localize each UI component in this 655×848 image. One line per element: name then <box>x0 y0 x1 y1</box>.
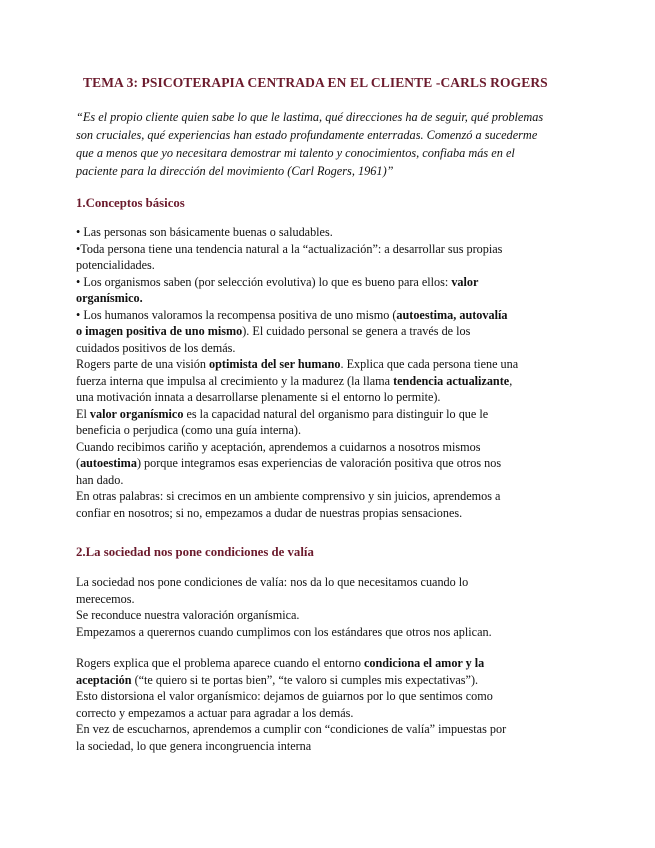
paragraph-line <box>76 406 576 423</box>
paragraph-line: Empezamos a querernos cuando cumplimos con los estándares que otros nos aplican. <box>76 624 492 639</box>
paragraph-line: En otras palabras: si crecimos en un ambiente comprensivo y sin juicios, aprendemos a <box>76 489 501 503</box>
bold-term: autoestima <box>80 456 137 470</box>
bold-term: o imagen positiva de uno mismo <box>76 324 243 338</box>
text-run: Rogers parte de una visión <box>76 357 210 371</box>
bold-term: tendencia actualizante <box>393 373 510 388</box>
text-run: • Los humanos valoramos la recompensa positiva de uno mismo ( <box>76 307 397 322</box>
bold-term: valor organísmico <box>89 406 184 421</box>
text-run: • Los organismos saben (por selección evolutiva) lo que es bueno para ellos: <box>76 274 452 289</box>
section-1-body <box>76 224 576 521</box>
text-run: ( <box>76 456 81 470</box>
paragraph-line: confiar en nosotros; si no, empezamos a dudar de nuestras propias sensaciones. <box>76 505 463 520</box>
paragraph-line <box>76 455 576 472</box>
text-run: es la capacidad natural del organismo para distinguir lo que le <box>183 406 489 421</box>
text-run: , <box>509 373 513 388</box>
rogers-quote <box>76 108 576 180</box>
bullet-item-continued: cuidados positivos de los demás. <box>76 340 236 355</box>
paragraph-line: la sociedad, lo que genera incongruencia interna <box>76 738 312 753</box>
text-run: (“te quiero si te portas bien”, “te valoro si cumples mis expectativas”). <box>131 672 479 687</box>
bullet-item-continued <box>76 323 576 340</box>
paragraph-line: Cuando recibimos cariño y aceptación, aprendemos a cuidarnos a nosotros mismos <box>76 439 481 454</box>
quote-line: son cruciales, qué experiencias han estado profundamente enterradas. Comenzó a sucederme <box>76 128 538 142</box>
bullet-item: •Toda persona tiene una tendencia natural a la “actualización”: a desarrollar sus propias <box>76 241 503 256</box>
quote-line: “Es el propio cliente quien sabe lo que le lastima, qué direcciones ha de seguir, qué problemas <box>76 110 544 124</box>
bullet-item-continued <box>76 290 576 307</box>
paragraph-line: beneficia o perjudica (como una guía interna). <box>76 423 302 437</box>
paragraph-line: Esto distorsiona el valor organísmico: dejamos de guiarnos por lo que sentimos como <box>76 689 493 703</box>
bold-term: organísmico. <box>76 291 143 305</box>
quote-line: que a menos que yo necesitara demostrar mi talento y conocimientos, confiaba más en el <box>76 146 515 160</box>
section-1-heading: 1.Conceptos básicos <box>76 196 185 210</box>
text-run: ) porque integramos esas experiencias de valoración positiva que otros nos <box>136 456 502 470</box>
bold-term: valor <box>451 274 479 289</box>
text-run: fuerza interna que impulsa al crecimiento y la madurez (la llama <box>76 373 394 388</box>
bullet-item: • Las personas son básicamente buenas o saludables. <box>76 225 333 239</box>
paragraph-line: merecemos. <box>76 591 135 606</box>
text-run: ). El cuidado personal se genera a través de los <box>242 324 471 338</box>
paragraph-line <box>76 655 576 672</box>
bold-term: aceptación <box>76 672 132 687</box>
paragraph-line: una motivación innata a desarrollarse plenamente si el entorno lo permite). <box>76 390 441 404</box>
bold-term: autoestima, autovalía <box>396 307 508 322</box>
section-2-paragraph-2 <box>76 655 576 754</box>
bold-term: condiciona el amor y la <box>363 656 485 670</box>
paragraph-line <box>76 356 576 373</box>
paragraph-line: correcto y empezamos a actuar para agradar a los demás. <box>76 705 354 720</box>
text-run: Rogers explica que el problema aparece cuando el entorno <box>76 656 364 670</box>
paragraph-line <box>76 672 576 689</box>
bold-term: optimista del ser humano <box>209 357 341 371</box>
page-title: TEMA 3: PSICOTERAPIA CENTRADA EN EL CLIENTE -CARLS ROGERS <box>83 75 548 90</box>
paragraph-line: En vez de escucharnos, aprendemos a cumplir con “condiciones de valía” impuestas por <box>76 722 507 736</box>
paragraph-line: han dado. <box>76 472 124 487</box>
bullet-item <box>76 274 576 291</box>
paragraph-line: Se reconduce nuestra valoración organísmica. <box>76 608 300 622</box>
bullet-item <box>76 307 576 324</box>
paragraph-line: La sociedad nos pone condiciones de valía: nos da lo que necesitamos cuando lo <box>76 575 469 589</box>
text-run: . Explica que cada persona tiene una <box>340 357 519 371</box>
quote-line: paciente para la dirección del movimiento (Carl Rogers, 1961)” <box>76 164 394 178</box>
section-2-paragraph-1 <box>76 574 576 640</box>
paragraph-line <box>76 373 576 390</box>
section-2-heading: 2.La sociedad nos pone condiciones de valía <box>76 545 314 559</box>
bullet-item-continued: potencialidades. <box>76 258 155 272</box>
text-run: El <box>76 406 90 421</box>
